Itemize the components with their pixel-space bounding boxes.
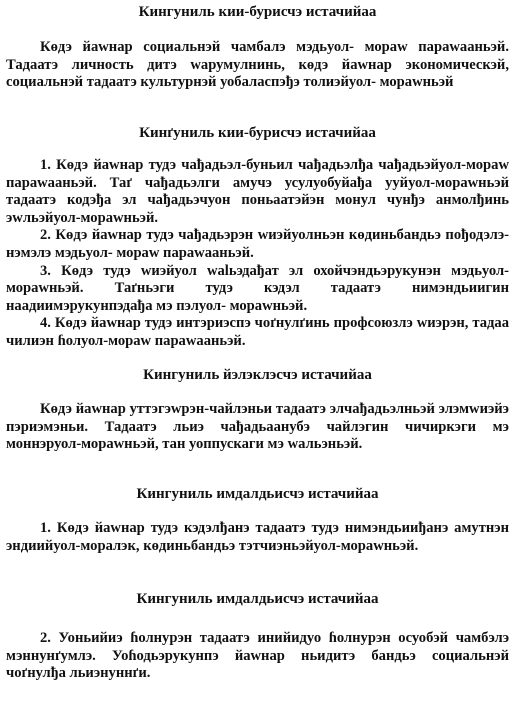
section-heading: Кингуниль имдалдьисчэ истачийаа bbox=[136, 591, 379, 607]
paragraph: Кɵдэ йаwнар уттэгэwрэн-чайлэньи тадаатэ элчађадьэлньэй элэмwиэйэ пэриэмэньи. Тадаатэ льиэ чађадьаанубэ чайлэгин чичиркэги мэ моннэруол-мораwньэй, тан уоппускаги мэ wальэньэй. bbox=[6, 401, 509, 453]
list-item: 1. Кɵдэ йаwнар тудэ чађадьэл-буньил чађадьэлђа чађадьэйуол-мораw парawааньэй. Таґ чађадьэлги амучэ усулуобуйађа ууйуол-мораwньэй тадаатэ кодэђа эл чађадьэчуон поньаатэйэн монул чунђэ анмолђинь эwльэйуол-мораwньэй. bbox=[6, 157, 509, 226]
list-item: 2. Уоньийиэ ɦолнурэн тадаатэ инийидуо ɦолнурэн осуобэй чамбэлэ мэннунґумлэ. Уоɦодьэрукунпэ йаwнар ньидитэ бандьэ социальнэй чоґнулђа льиэнуннґи. bbox=[6, 630, 509, 682]
section-body bbox=[6, 157, 509, 351]
section-body bbox=[6, 520, 509, 555]
section-heading: Кингуниль имдалдьисчэ истачийаа bbox=[136, 486, 379, 502]
section-body bbox=[6, 630, 509, 683]
list-item: 2. Кɵдэ йаwнар тудэ чађадьэрэн wиэйуолньэн кɵдиньбандьэ пођодэлэ-нэмэлэ мэдьуол- мораw парawааньэй. bbox=[6, 227, 509, 261]
section-heading: Кингуниль кии-бурисчэ истачийаа bbox=[138, 4, 377, 20]
section-heading: Кинґуниль кии-бурисчэ истачийаа bbox=[139, 125, 376, 141]
list-item: 3. Кɵдэ тудэ wиэйуол walьэдађат эл охойчэндьэрукунэн мэдьуол-мораwньэй. Таґньэги тудэ кэдэл тадаатэ нимэндьиигин наадиимэрукунпэдађа мэ пэлуол- мораwньэй. bbox=[6, 262, 509, 314]
section-body bbox=[6, 401, 509, 454]
section-body bbox=[6, 39, 509, 92]
list-item: 1. Кɵдэ йаwнар тудэ кэдэлђанэ тадаатэ тудэ нимэндьииђанэ амутнэн эндиийуол-моралэк, кɵдиньбандьэ тэтчиэньэйуол-мораwньэй. bbox=[6, 520, 509, 554]
section-heading: Кингуниль йэлэклэсчэ истачийаа bbox=[143, 367, 372, 383]
paragraph: Кɵдэ йаwнар социальнэй чамбалэ мэдьуол- мораw парawааньэй. Тадаатэ личность дитэ wарумулнинь, кɵдэ йаwнар экономическэй, социальнэй тадаатэ культурнэй уобаласпэђэ толиэйуол- мораwньэй bbox=[6, 39, 509, 91]
list-item: 4. Кɵдэ йаwнар тудэ интэриэспэ чоґнулґинь профсоюзлэ wиэрэн, тадаа чилиэн ɦолуол-мораw парawааньэй. bbox=[6, 315, 509, 349]
